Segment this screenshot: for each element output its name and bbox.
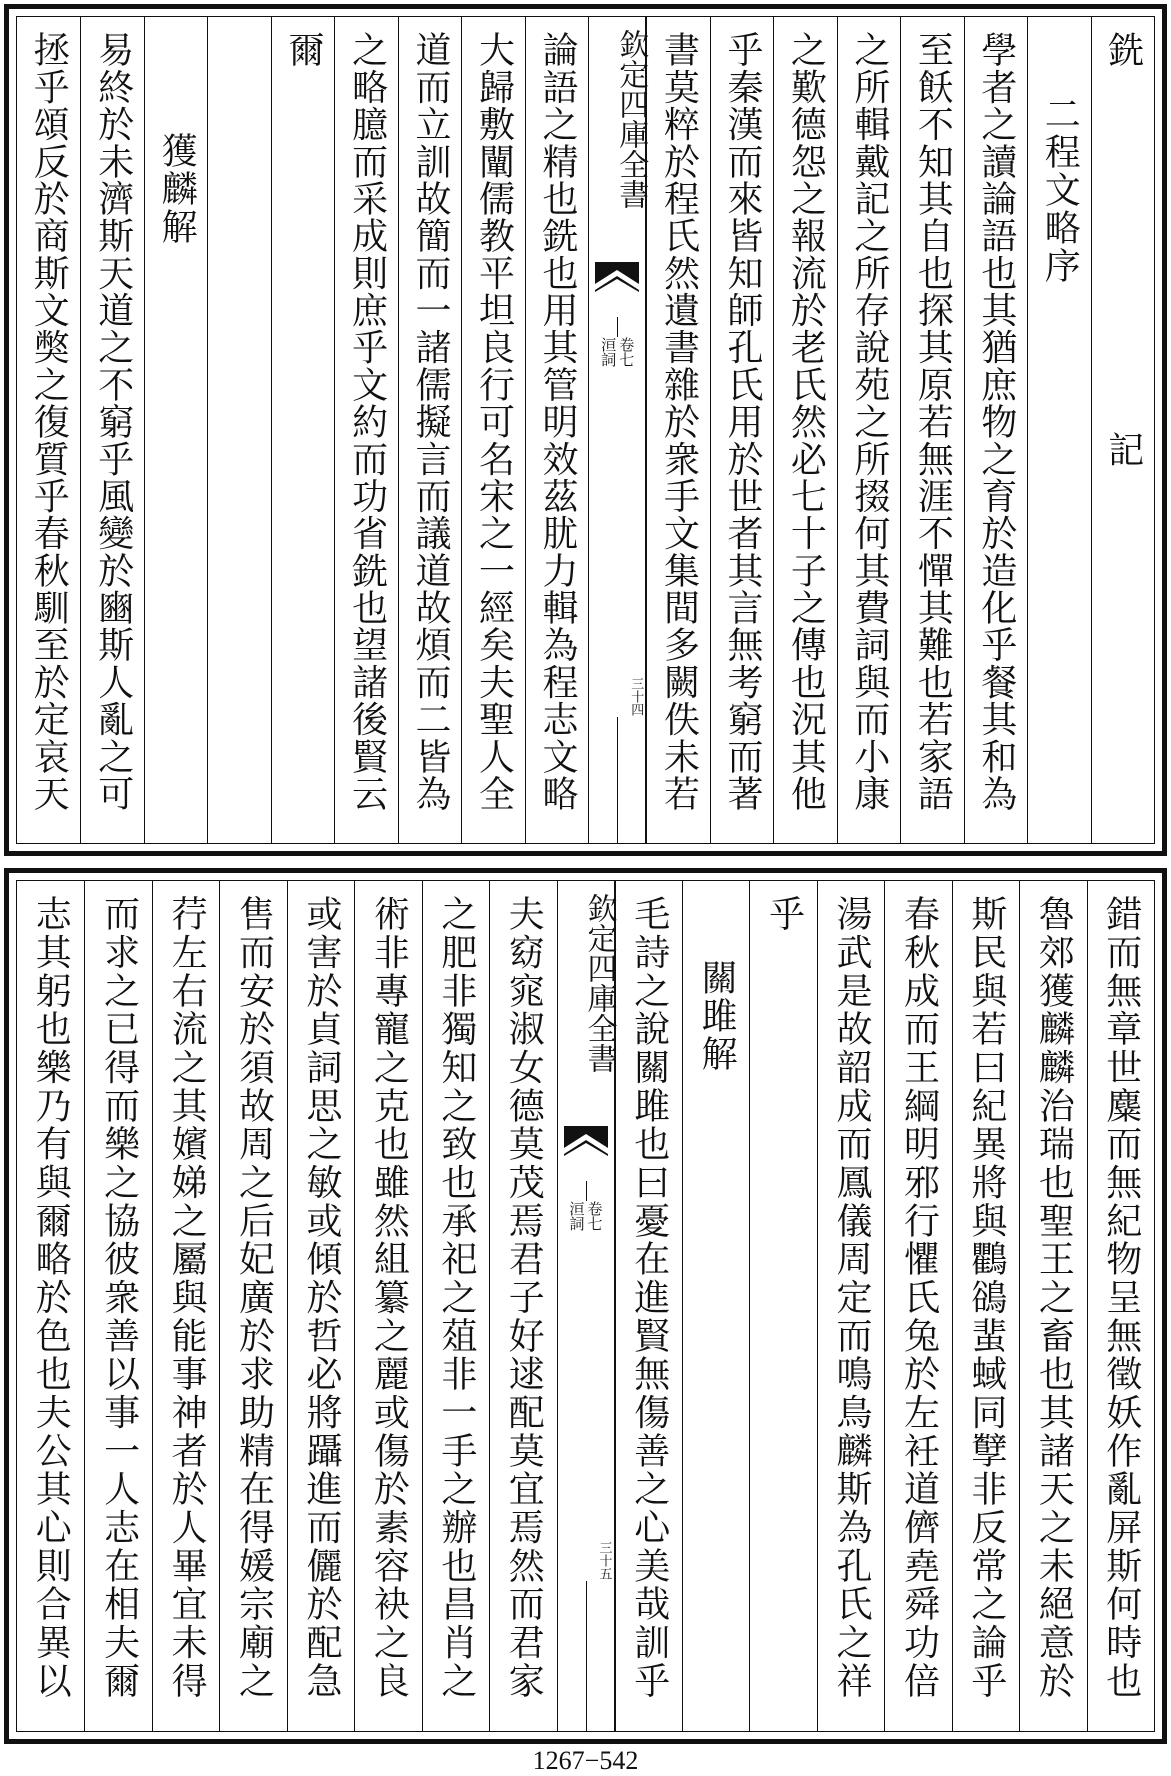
column-text: 湯武是故韶成而鳳儀周定而鳴鳥麟斯為孔氏之祥: [831, 895, 873, 1700]
text-column: [884, 881, 951, 1731]
fish-tail-mark-icon: [595, 262, 639, 296]
page-top: [4, 4, 1167, 856]
volume-label: 洹詞: [599, 337, 618, 367]
column-text: 論語之精也銑也用其管明效茲肬力輯為程志文略: [536, 31, 578, 812]
text-column: [1019, 881, 1086, 1731]
text-column: [964, 17, 1027, 843]
book-title: 欽定四庫全書: [581, 893, 617, 1073]
column-text: 拯乎頌反於商斯文獘之復質乎春秋馴至於定哀天: [28, 31, 70, 812]
text-column: [1027, 17, 1090, 843]
text-column: [219, 881, 286, 1731]
text-column: [207, 17, 270, 843]
column-text: 書莫粹於程氏然遺書雜於衆手文集間多闕佚未若: [658, 31, 700, 812]
text-column: [900, 17, 963, 843]
column-text: 斯民與若曰紀異將與鸜鵒蜚蜮同孼非反常之論乎: [965, 895, 1007, 1700]
column-text: 錯而無章世麋而無紀物呈無徵妖作亂屏斯何時也: [1100, 895, 1142, 1700]
text-column: [749, 881, 816, 1731]
text-column: [773, 17, 836, 843]
fold-rule: [586, 1181, 587, 1201]
text-column: [710, 17, 773, 843]
text-column: [152, 881, 219, 1731]
column-text: 之歎德怨之報流於老氏然必七十子之傳也況其他: [785, 31, 827, 812]
text-column: [615, 881, 682, 1731]
text-column: [398, 17, 461, 843]
section-title: 二程文略序: [1039, 95, 1081, 285]
column-text: 毛詩之說關雎也曰憂在進賢無傷善之心美哉訓乎: [628, 895, 670, 1700]
fold-rule: [617, 317, 618, 337]
page-code: 1267−542: [532, 1746, 639, 1775]
column-text: 或害於貞詞思之敏或傾於哲必將躡進而儷於配急: [300, 895, 342, 1700]
text-column: [525, 17, 588, 843]
page-bottom: [4, 868, 1167, 1744]
column-text: 之所輯戴記之所存說苑之所掇何其費詞與而小康: [848, 31, 890, 812]
text-column: [817, 881, 884, 1731]
fold-rule: [586, 1581, 587, 1731]
column-text: 乎秦漢而來皆知師孔氏用於世者其言無考窮而著: [721, 31, 763, 812]
page-top-frame: [16, 16, 1155, 844]
column-text: 之肥非獨知之致也承祀之葅非一手之辦也昌肖之: [435, 895, 477, 1700]
column-text: 荇左右流之其嬪娣之屬與能事神者於人畢宜未得: [166, 895, 208, 1700]
text-column: [837, 17, 900, 843]
column-text: 道而立訓故簡而一諸儒擬言而議道故煩而二皆為: [410, 31, 452, 812]
volume-info: [558, 1201, 614, 1231]
column-text: 銑記: [1102, 31, 1144, 831]
center-fold: [588, 17, 649, 843]
column-text: 爾: [283, 31, 325, 832]
column-text: 夫窈窕淑女德莫茂焉君子好逑配莫宜焉然而君家: [503, 895, 545, 1700]
column-text: 乎: [763, 895, 805, 1720]
section-title: 獲麟解: [156, 132, 198, 246]
text-column: [682, 881, 749, 1731]
text-column: [144, 17, 207, 843]
text-column: [646, 17, 709, 843]
text-column: [334, 17, 397, 843]
text-column: [287, 881, 354, 1731]
text-column: [271, 17, 334, 843]
text-column: [17, 17, 80, 843]
text-column: [84, 881, 151, 1731]
text-column: [489, 881, 556, 1731]
column-text: 志其躬也樂乃有與爾略於色也夫公其心則合異以: [30, 895, 72, 1700]
text-column: [1091, 17, 1154, 843]
fish-tail-mark-icon: [564, 1126, 608, 1160]
text-column: [17, 881, 84, 1731]
column-text: 術非專寵之克也雖然組纂之麗或傷於素容袂之良: [368, 895, 410, 1700]
column-text: 售而安於須故周之后妃廣於求助精在得媛宗廟之: [233, 895, 275, 1700]
text-column: [461, 17, 524, 843]
column-text: 至飫不知其自也探其原若無涯不憚其難也若家語: [912, 31, 954, 812]
column-text: 之略臆而采成則庶乎文約而功省銑也望諸後賢云: [346, 31, 388, 812]
volume-label: 卷七: [617, 337, 636, 367]
column-text: 而求之已得而樂之協彼衆善以事一人志在相夫爾: [98, 895, 140, 1700]
page-bottom-frame: [16, 880, 1155, 1732]
folio-number: 三十五: [596, 1541, 612, 1580]
fold-rule: [617, 717, 618, 843]
volume-label: 洹詞: [567, 1201, 586, 1231]
column-text: 春秋成而王綱明邪行懼氏兔於左衽道儕堯舜功倍: [898, 895, 940, 1700]
center-fold: [557, 881, 615, 1731]
text-column: [952, 881, 1019, 1731]
book-title: 欽定四庫全書: [613, 29, 649, 209]
text-column: [1087, 881, 1154, 1731]
column-text: 魯郊獲麟麟治瑞也聖王之畜也其諸天之未絕意於: [1033, 895, 1075, 1700]
text-column: [354, 881, 421, 1731]
text-column: [80, 17, 143, 843]
column-text: 大歸敷闡儒教平坦良行可名宋之一經矣夫聖人全: [473, 31, 515, 812]
volume-label: 卷七: [585, 1201, 604, 1231]
column-text: 學者之讀論語也其猶庶物之育於造化乎餐其和為: [975, 31, 1017, 812]
section-title: 關雎解: [696, 959, 738, 1073]
column-text: 易終於未濟斯天道之不窮乎風變於豳斯人亂之可: [92, 31, 134, 812]
text-column: [422, 881, 489, 1731]
volume-info: [589, 337, 645, 367]
folio-number: 三十四: [628, 677, 644, 716]
